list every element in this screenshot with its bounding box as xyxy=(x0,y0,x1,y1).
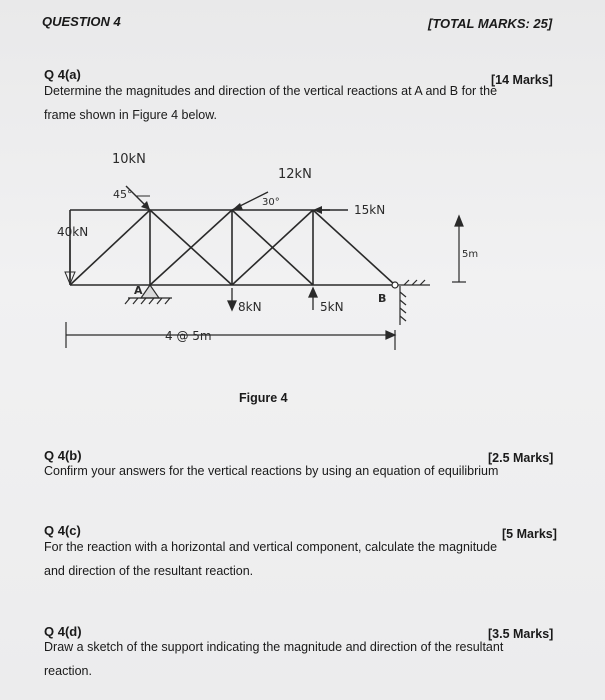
support-b-label: B xyxy=(378,292,387,305)
support-b xyxy=(392,280,430,325)
q4a-text-line2: frame shown in Figure 4 below. xyxy=(44,108,218,122)
q4c-text-line1: For the reaction with a horizontal and vertical component, calculate the magnitude xyxy=(44,540,498,554)
figure-caption: Figure 4 xyxy=(239,391,288,405)
span-label: 4 @ 5m xyxy=(165,329,212,343)
q4a-label: Q 4(a) xyxy=(44,67,81,82)
q4d-marks: [3.5 Marks] xyxy=(488,627,554,641)
load-8kn-arrow xyxy=(228,288,236,310)
q4d-label: Q 4(d) xyxy=(44,624,82,639)
q4d-text-line1: Draw a sketch of the support indicating the magnitude and direction of the resultant xyxy=(44,640,504,654)
load-8kn-label: 8kN xyxy=(238,300,262,314)
height-label: 5m xyxy=(462,249,479,260)
load-5kn-label: 5kN xyxy=(320,300,344,314)
load-40kn-arrow xyxy=(65,240,75,284)
span-dimension xyxy=(66,322,395,350)
angle-45-label: 45° xyxy=(113,188,133,201)
q4b-text-line1: Confirm your answers for the vertical reactions by using an equation of equilibrium xyxy=(44,464,499,478)
load-12kn-label: 12kN xyxy=(278,167,312,182)
q4b-label: Q 4(b) xyxy=(44,448,82,463)
question-title: QUESTION 4 xyxy=(42,14,121,29)
q4c-marks: [5 Marks] xyxy=(502,527,557,541)
support-a-label: A xyxy=(134,284,143,297)
truss-members xyxy=(70,210,395,285)
load-15kn-horizontal-arrow xyxy=(313,206,348,214)
q4d-text-line2: reaction. xyxy=(44,664,92,678)
q4c-label: Q 4(c) xyxy=(44,523,81,538)
total-marks: [TOTAL MARKS: 25] xyxy=(428,16,553,31)
truss-figure xyxy=(0,140,605,380)
load-10kn-label: 10kN xyxy=(112,152,146,167)
load-15kn-h-label: 15kN xyxy=(354,203,386,217)
angle-30-label: 30° xyxy=(262,197,280,208)
load-5kn-arrow xyxy=(309,288,317,310)
q4c-text-line2: and direction of the resultant reaction. xyxy=(44,564,254,578)
support-a xyxy=(125,285,172,304)
load-40kn-label: 40kN xyxy=(57,225,89,239)
q4a-marks: [14 Marks] xyxy=(491,73,553,87)
q4a-text-line1: Determine the magnitudes and direction of the vertical reactions at A and B for the xyxy=(44,84,498,98)
q4b-marks: [2.5 Marks] xyxy=(488,451,554,465)
